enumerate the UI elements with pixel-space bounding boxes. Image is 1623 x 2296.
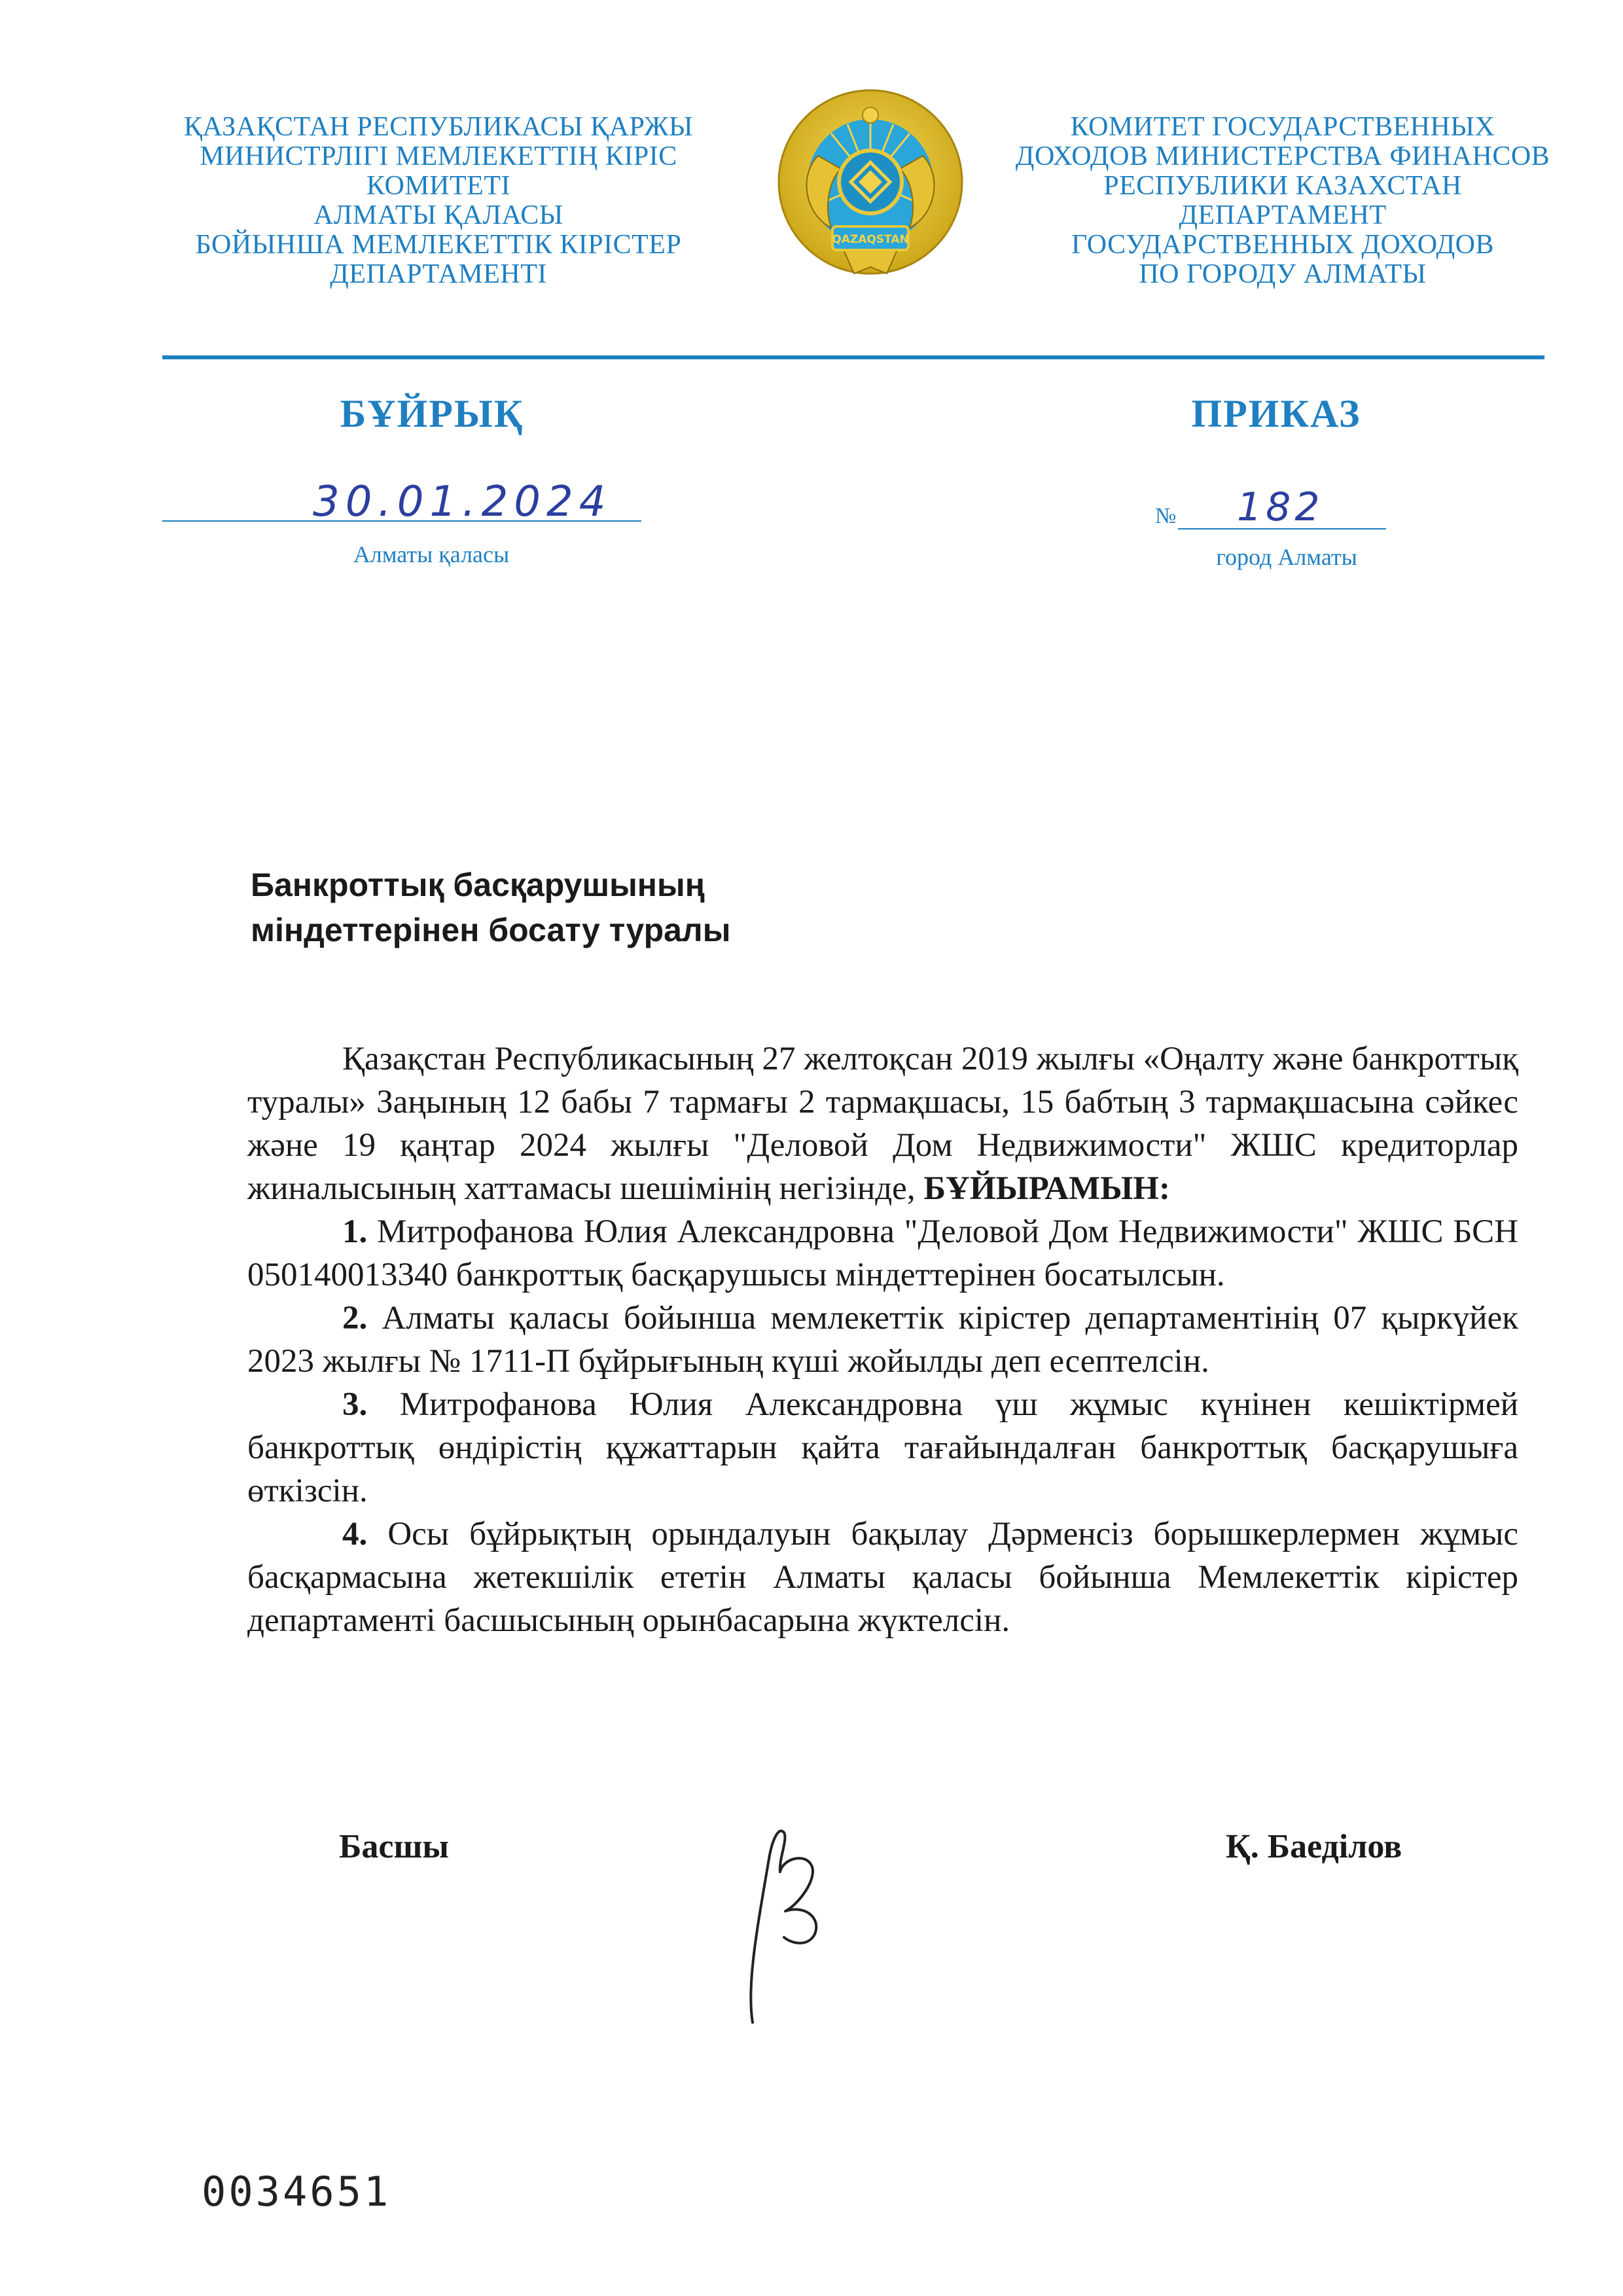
order-subject	[251, 863, 1101, 953]
header-kazakh	[131, 113, 746, 289]
header-ru-line: ПО ГОРОДУ АЛМАТЫ	[1139, 259, 1427, 289]
order-item	[247, 1383, 1518, 1513]
order-item	[247, 1513, 1518, 1642]
header-ru-line: ГОСУДАРСТВЕННЫХ ДОХОДОВ	[1071, 230, 1494, 260]
number-sign: №	[1155, 504, 1177, 528]
header-ru-line: КОМИТЕТ ГОСУДАРСТВЕННЫХ	[1070, 112, 1495, 142]
item-number: 1.	[342, 1213, 368, 1250]
signatory-name: Қ. Баеділов	[1226, 1828, 1402, 1865]
document-serial-number: 0034651	[202, 2168, 391, 2215]
item-text: Митрофанова Юлия Александровна үш жұмыс күнінен кешіктірмей банкроттық өндірістің құжаттарын қайта тағайындалған банкроттық басқарушыға өткізсін.	[247, 1386, 1518, 1509]
header-kz-line: БОЙЫНША МЕМЛЕКЕТТІК КІРІСТЕР	[195, 230, 682, 260]
header-ru-line: РЕСПУБЛИКИ КАЗАХСТАН	[1103, 171, 1462, 201]
decree-word: БҰЙЫРАМЫН:	[923, 1170, 1170, 1207]
item-text: Осы бұйрықтың орындалуын бақылау Дәрменсіз борышкерлермен жұмыс басқармасына жетекшілік ететін Алматы қаласы бойынша Мемлекеттік кірістер департаменті басшысының орынбасарына жүктелсін.	[247, 1516, 1518, 1639]
handwritten-signature	[707, 1813, 838, 2029]
subject-line: міндеттерінен босату туралы	[251, 912, 731, 948]
subject-line: Банкроттық басқарушының	[251, 867, 705, 903]
city-ru: город Алматы	[1216, 544, 1357, 570]
preamble-text: Қазақстан Республикасының 27 желтоқсан 2019 жылғы «Оңалту және банкроттық туралы» Заңының 12 бабы 7 тармағы 2 тармақшасы, 15 бабтың 3 тармақшасына сәйкес және 19 қаңтар 2024 жылғы "Деловой Дом Недвижимости" ЖШС кредиторлар жиналысының хаттамасы шешімінің негізінде,	[247, 1041, 1518, 1207]
city-kz: Алматы қаласы	[353, 541, 510, 567]
emblem-text: QAZAQSTAN	[832, 233, 909, 246]
header-kz-line: АЛМАТЫ ҚАЛАСЫ	[313, 200, 563, 230]
header-kz-line: ДЕПАРТАМЕНТІ	[330, 259, 547, 289]
order-date: 30.01.2024	[313, 478, 612, 526]
item-number: 2.	[342, 1300, 368, 1336]
header-divider	[162, 355, 1544, 359]
header-russian	[969, 113, 1597, 289]
order-title-kz: БҰЙРЫҚ	[340, 392, 524, 435]
order-item	[247, 1297, 1518, 1383]
header-ru-line: ДЕПАРТАМЕНТ	[1179, 200, 1387, 230]
number-underline	[1178, 528, 1386, 529]
header-ru-line: ДОХОДОВ МИНИСТЕРСТВА ФИНАНСОВ	[1015, 141, 1550, 171]
order-body	[247, 1037, 1518, 1642]
header-kz-line: МИНИСТРЛІГІ МЕМЛЕКЕТТІҢ КІРІС	[200, 141, 677, 171]
order-item	[247, 1210, 1518, 1297]
order-title-ru: ПРИКАЗ	[1191, 392, 1361, 435]
order-number: 182	[1237, 484, 1324, 530]
header-kz-line: КОМИТЕТІ	[366, 171, 510, 201]
item-number: 4.	[342, 1516, 368, 1552]
header-kz-line: ҚАЗАҚСТАН РЕСПУБЛИКАСЫ ҚАРЖЫ	[183, 112, 694, 142]
date-underline	[162, 520, 641, 522]
item-number: 3.	[342, 1386, 368, 1423]
signatory-title: Басшы	[339, 1828, 449, 1865]
item-text: Алматы қаласы бойынша мемлекеттік кірістер департаментінің 07 қыркүйек 2023 жылғы № 1711-П бұйрығының күші жойылды деп есептелсін.	[247, 1300, 1518, 1380]
state-emblem-icon	[772, 77, 969, 293]
preamble-paragraph	[247, 1037, 1518, 1210]
item-text: Митрофанова Юлия Александровна "Деловой Дом Недвижимости" ЖШС БСН 050140013340 банкроттық басқарушысы міндеттерінен босатылсын.	[247, 1213, 1518, 1293]
